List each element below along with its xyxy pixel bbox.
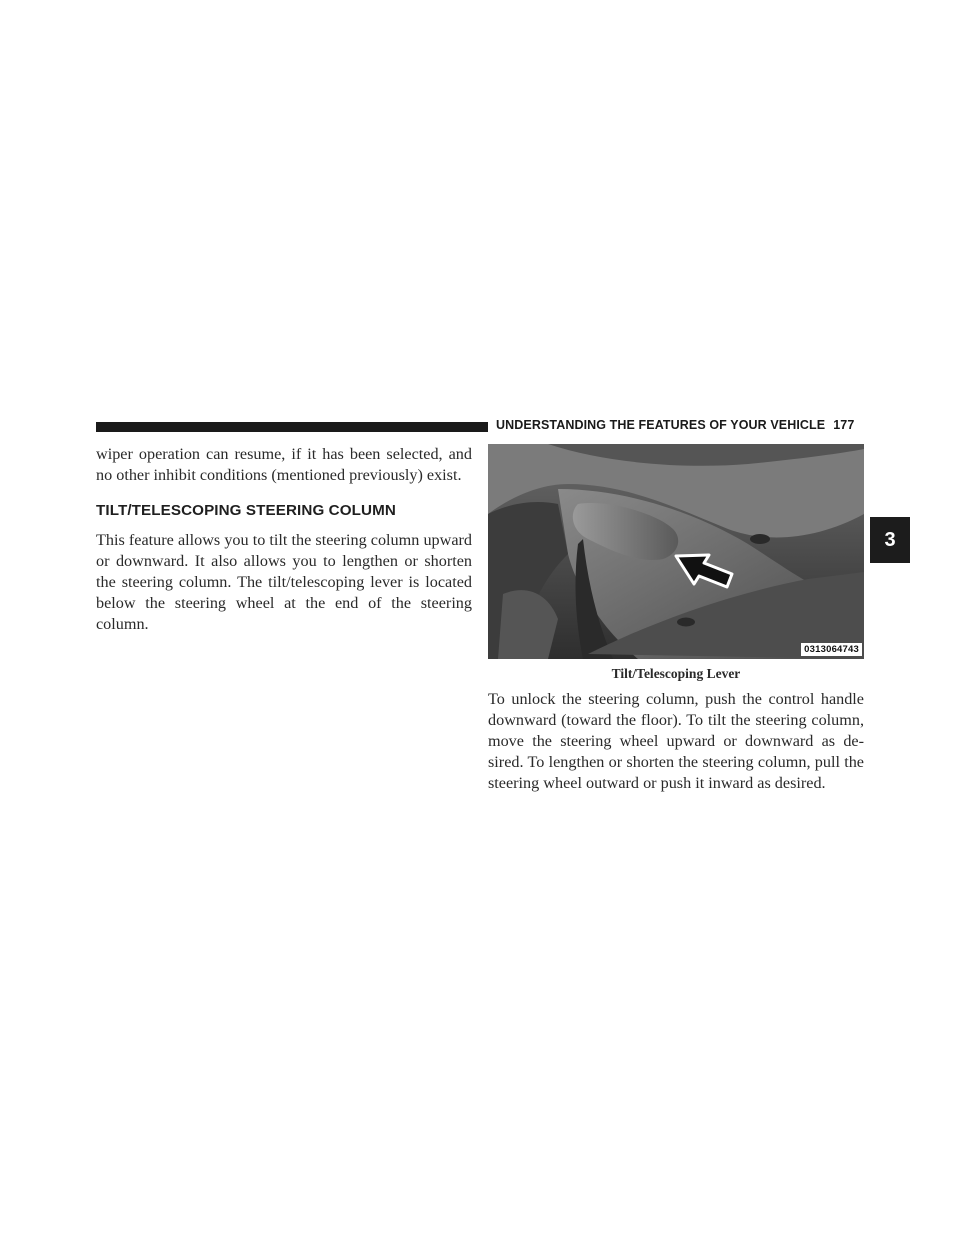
figure-id-label: 0313064743 <box>801 643 862 656</box>
section-heading: TILT/TELESCOPING STEERING COLUMN <box>96 502 396 519</box>
chapter-tab: 3 <box>870 517 910 563</box>
lever-photo-illustration <box>488 444 864 659</box>
left-column <box>96 444 472 635</box>
intro-paragraph: wiper operation can resume, if it has been selected, and no other inhibit conditions (mentioned previously) exist. <box>96 445 472 484</box>
figure-tilt-lever-photo <box>488 444 864 659</box>
header-rule <box>96 422 488 432</box>
right-paragraph: To unlock the steering column, push the control handle downward (toward the floor). To tilt the steering column, move the steering wheel upward or downward as de-sired. To lengthen or shorten the steering column, pull the steering wheel outward or push it inward as desired. <box>488 690 864 792</box>
right-column <box>488 444 864 794</box>
section-paragraph: This feature allows you to tilt the steering column upward or downward. It also allows you to lengthen or shorten the steering column. The tilt/telescoping lever is located below the steering wheel at the end of the steering column. <box>96 531 472 633</box>
figure-caption: Tilt/Telescoping Lever <box>611 666 741 681</box>
page-number: 177 <box>833 418 855 432</box>
header-title: UNDERSTANDING THE FEATURES OF YOUR VEHICLE <box>496 418 826 432</box>
running-header <box>496 418 862 432</box>
